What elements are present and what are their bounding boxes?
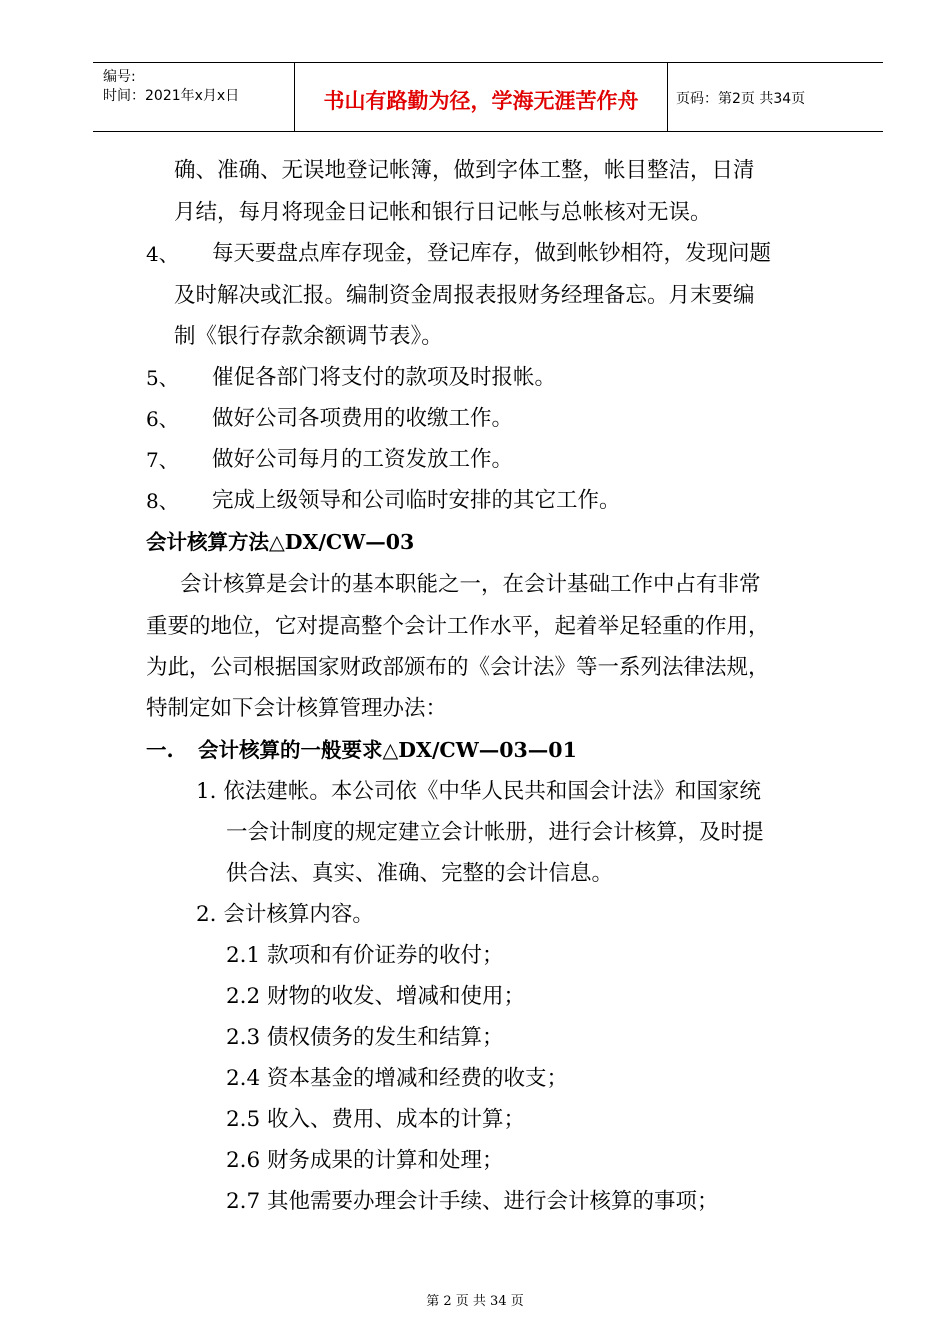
paragraph-line: 特制定如下会计核算管理办法： — [146, 696, 448, 721]
paragraph-line: 确、准确、无误地登记帐簿，做到字体工整，帐目整洁，日清 — [174, 158, 755, 183]
numbered-item: 2. 会计核算内容。 — [196, 902, 374, 927]
header-page-cell — [668, 63, 883, 131]
list-item-text: 及时解决或汇报。编制资金周报表报财务经理备忘。月末要编 — [174, 283, 755, 308]
heading-number: 一. — [146, 738, 174, 762]
numbered-item: 1. 依法建帐。本公司依《中华人民共和国会计法》和国家统 — [196, 779, 761, 804]
header-motto: 书山有路勤为径，学海无涯苦作舟 — [323, 89, 639, 113]
sub-item: 2.2 财物的收发、增减和使用； — [226, 984, 526, 1009]
header-motto-cell — [295, 63, 668, 131]
numbered-item-continued: 供合法、真实、准确、完整的会计信息。 — [226, 861, 614, 886]
sub-item: 2.4 资本基金的增减和经费的收支； — [226, 1066, 569, 1091]
list-number: 8、 — [146, 489, 179, 513]
page-header — [93, 62, 883, 132]
paragraph-line: 重要的地位，它对提高整个会计工作水平，起着举足轻重的作用， — [146, 614, 770, 639]
header-info-cell — [93, 63, 295, 131]
section-title: 会计核算方法△DX/CW—03 — [146, 530, 415, 554]
paragraph-line: 月结，每月将现金日记帐和银行日记帐与总帐核对无误。 — [174, 200, 712, 225]
list-item-text: 催促各部门将支付的款项及时报帐。 — [212, 365, 557, 390]
sub-item: 2.3 债权债务的发生和结算； — [226, 1025, 504, 1050]
list-number: 4、 — [146, 242, 179, 266]
sub-item: 2.6 财务成果的计算和处理； — [226, 1148, 504, 1173]
header-page-number: 页码：第2页 共34页 — [676, 91, 806, 107]
paragraph-line: 为此，公司根据国家财政部颁布的《会计法》等一系列法律法规， — [146, 655, 770, 680]
list-item-text: 做好公司各项费用的收缴工作。 — [212, 406, 514, 431]
heading-text: 会计核算的一般要求△DX/CW—03—01 — [198, 738, 577, 762]
list-item-text: 制《银行存款余额调节表》。 — [174, 324, 443, 349]
list-number: 5、 — [146, 366, 179, 390]
sub-item: 2.1 款项和有价证券的收付； — [226, 943, 504, 968]
list-number: 7、 — [146, 448, 179, 472]
paragraph-line: 会计核算是会计的基本职能之一，在会计基础工作中占有非常 — [180, 572, 761, 597]
list-number: 6、 — [146, 407, 179, 431]
list-item-text: 每天要盘点库存现金，登记库存，做到帐钞相符，发现问题 — [212, 241, 772, 266]
sub-item: 2.5 收入、费用、成本的计算； — [226, 1107, 526, 1132]
document-time-label: 时间：2021年x月x日 — [103, 88, 240, 104]
list-item-text: 做好公司每月的工资发放工作。 — [212, 447, 514, 472]
sub-item: 2.7 其他需要办理会计手续、进行会计核算的事项； — [226, 1189, 719, 1214]
document-number-label: 编号: — [103, 69, 136, 85]
list-item-text: 完成上级领导和公司临时安排的其它工作。 — [212, 488, 621, 513]
page-footer: 第 2 页 共 34 页 — [426, 1294, 524, 1309]
numbered-item-continued: 一会计制度的规定建立会计帐册，进行会计核算，及时提 — [226, 820, 764, 845]
